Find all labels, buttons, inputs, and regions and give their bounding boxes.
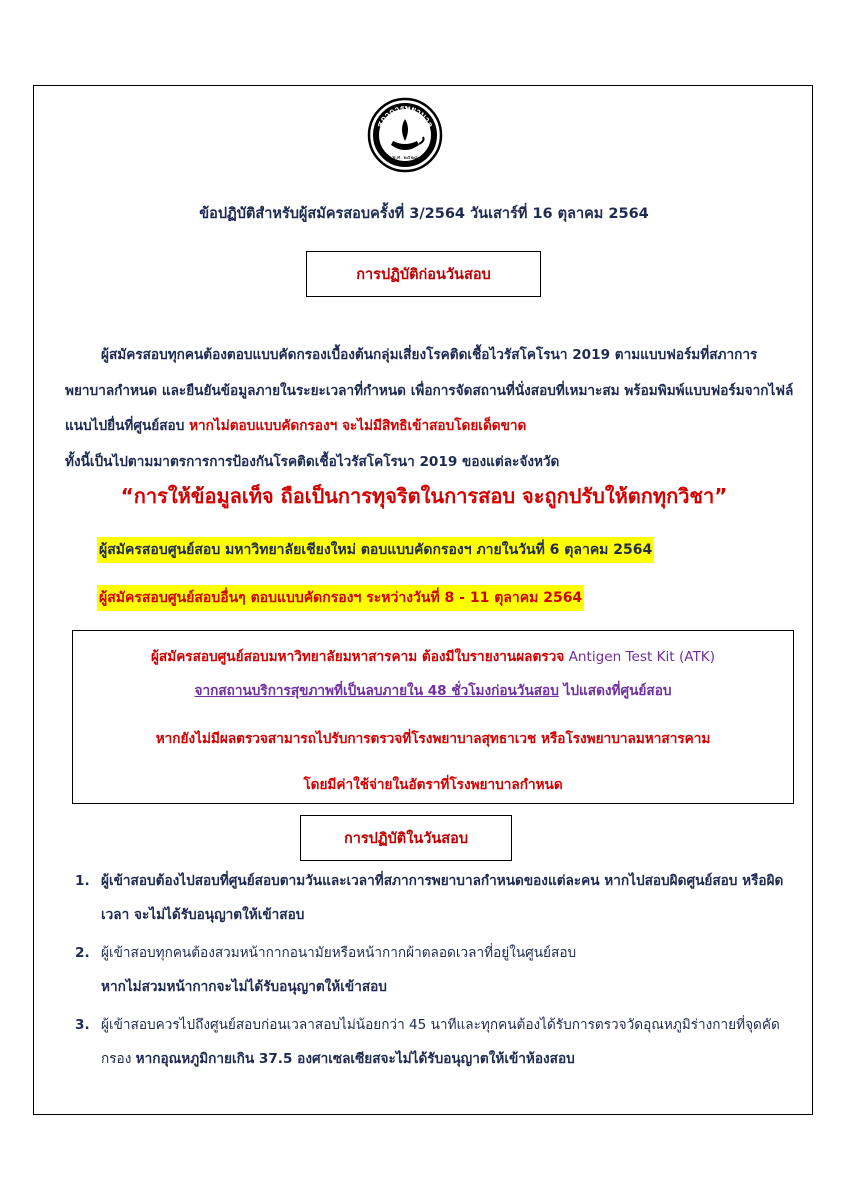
atk-notice-box <box>72 630 794 804</box>
atk-test-name: Antigen Test Kit (ATK) <box>564 649 716 665</box>
rule-text: ผู้เข้าสอบต้องไปสอบที่ศูนย์สอบตามวันและเวลาที่สภาการพยาบาลกำหนดของแต่ละคน หากไปสอบผิดศูนย์สอบ หรือผิดเวลา จะไม่ได้รับอนุญาตให้เข้าสอบ <box>101 873 784 923</box>
rule-emphasis: หากไม่สวมหน้ากากจะไม่ได้รับอนุญาตให้เข้าสอบ <box>101 979 387 995</box>
false-info-warning: “การให้ข้อมูลเท็จ ถือเป็นการทุจริตในการสอบ จะถูกปรับให้ตกทุกวิชา” <box>120 484 728 508</box>
intro-warning-text: หากไม่ตอบแบบคัดกรองฯ จะไม่มีสิทธิเข้าสอบโดยเด็ดขาด <box>189 418 527 434</box>
seal-icon <box>367 97 443 173</box>
seal-text-bottom: พ.ศ. ๒๕๒๘ <box>392 155 418 161</box>
intro-text: ผู้สมัครสอบทุกคนต้องตอบแบบคัดกรองเบื้องต้นกลุ่มเสี่ยงโรคติดเชื้อไวรัสโคโรนา 2019 ตามแบบฟอร์มที่สภาการพยาบาลกำหนด และยืนยันข้อมูลภายในระยะเวลาที่กำหนด เพื่อการจัดสถานที่นั่งสอบที่เหมาะสม พร้อมพิมพ์แบบฟอร์มจากไฟล์แนบไปยื่นที่ศูนย์สอบ <box>65 347 794 434</box>
rule-text: ผู้เข้าสอบทุกคนต้องสวมหน้ากากอนามัยหรือหน้ากากผ้าตลอดเวลาที่อยู่ในศูนย์สอบ <box>101 945 577 961</box>
page-title: ข้อปฏิบัติสำหรับผู้สมัครสอบครั้งที่ 3/2564 วันเสาร์ที่ 16 ตุลาคม 2564 <box>199 206 649 222</box>
atk-show-at-center: ไปแสดงที่ศูนย์สอบ <box>558 683 672 699</box>
exam-day-rules <box>75 864 805 1080</box>
rule-number: 3. <box>75 1017 90 1033</box>
atk-notice-line-3: หากยังไม่มีผลตรวจสามารถไปรับการตรวจที่โรงพยาบาลสุทธาเวช หรือโรงพยาบาลมหาสารคาม <box>155 731 711 747</box>
seal-text-top: สภาการพยาบาล <box>375 103 435 130</box>
atk-notice-line-4: โดยมีค่าใช้จ่ายในอัตราที่โรงพยาบาลกำหนด <box>303 777 563 793</box>
rule-item <box>75 864 805 932</box>
intro-paragraph <box>65 338 795 480</box>
atk-notice-line-2 <box>73 679 793 701</box>
rule-number: 1. <box>75 873 90 889</box>
nursing-council-logo <box>367 97 443 173</box>
rule-item <box>75 936 805 1004</box>
highlight-chiangmai-deadline: ผู้สมัครสอบศูนย์สอบ มหาวิทยาลัยเชียงใหม่ ตอบแบบคัดกรองฯ ภายในวันที่ 6 ตุลาคม 2564 <box>97 537 654 563</box>
atk-negative-condition: จากสถานบริการสุขภาพที่เป็นลบภายใน 48 ชั่วโมงก่อนวันสอบ <box>194 683 559 699</box>
section-exam-day-title: การปฏิบัติในวันสอบ <box>300 815 512 861</box>
section-before-exam-title: การปฏิบัติก่อนวันสอบ <box>306 251 541 297</box>
rule-text: ผู้เข้าสอบควรไปถึงศูนย์สอบก่อนเวลาสอบไม่น้อยกว่า 45 นาทีและทุกคนต้องได้รับการตรวจวัดอุณหภูมิร่างกายที่จุดคัดกรอง <box>101 1017 780 1067</box>
rule-item <box>75 1008 805 1076</box>
rule-emphasis: หากอุณหภูมิกายเกิน 37.5 องศาเซลเซียสจะไม่ได้รับอนุญาตให้เข้าห้องสอบ <box>135 1051 575 1067</box>
rule-number: 2. <box>75 945 90 961</box>
highlight-other-centers-deadline: ผู้สมัครสอบศูนย์สอบอื่นๆ ตอบแบบคัดกรองฯ ระหว่างวันที่ 8 - 11 ตุลาคม 2564 <box>97 585 584 611</box>
intro-closing-text: ทั้งนี้เป็นไปตามมาตรการการป้องกันโรคติดเชื้อไวรัสโคโรนา 2019 ของแต่ละจังหวัด <box>65 453 560 470</box>
atk-requirement-text: ผู้สมัครสอบศูนย์สอบมหาวิทยาลัยมหาสารคาม ต้องมีใบรายงานผลตรวจ <box>150 649 565 665</box>
atk-notice-line-1 <box>73 645 793 667</box>
